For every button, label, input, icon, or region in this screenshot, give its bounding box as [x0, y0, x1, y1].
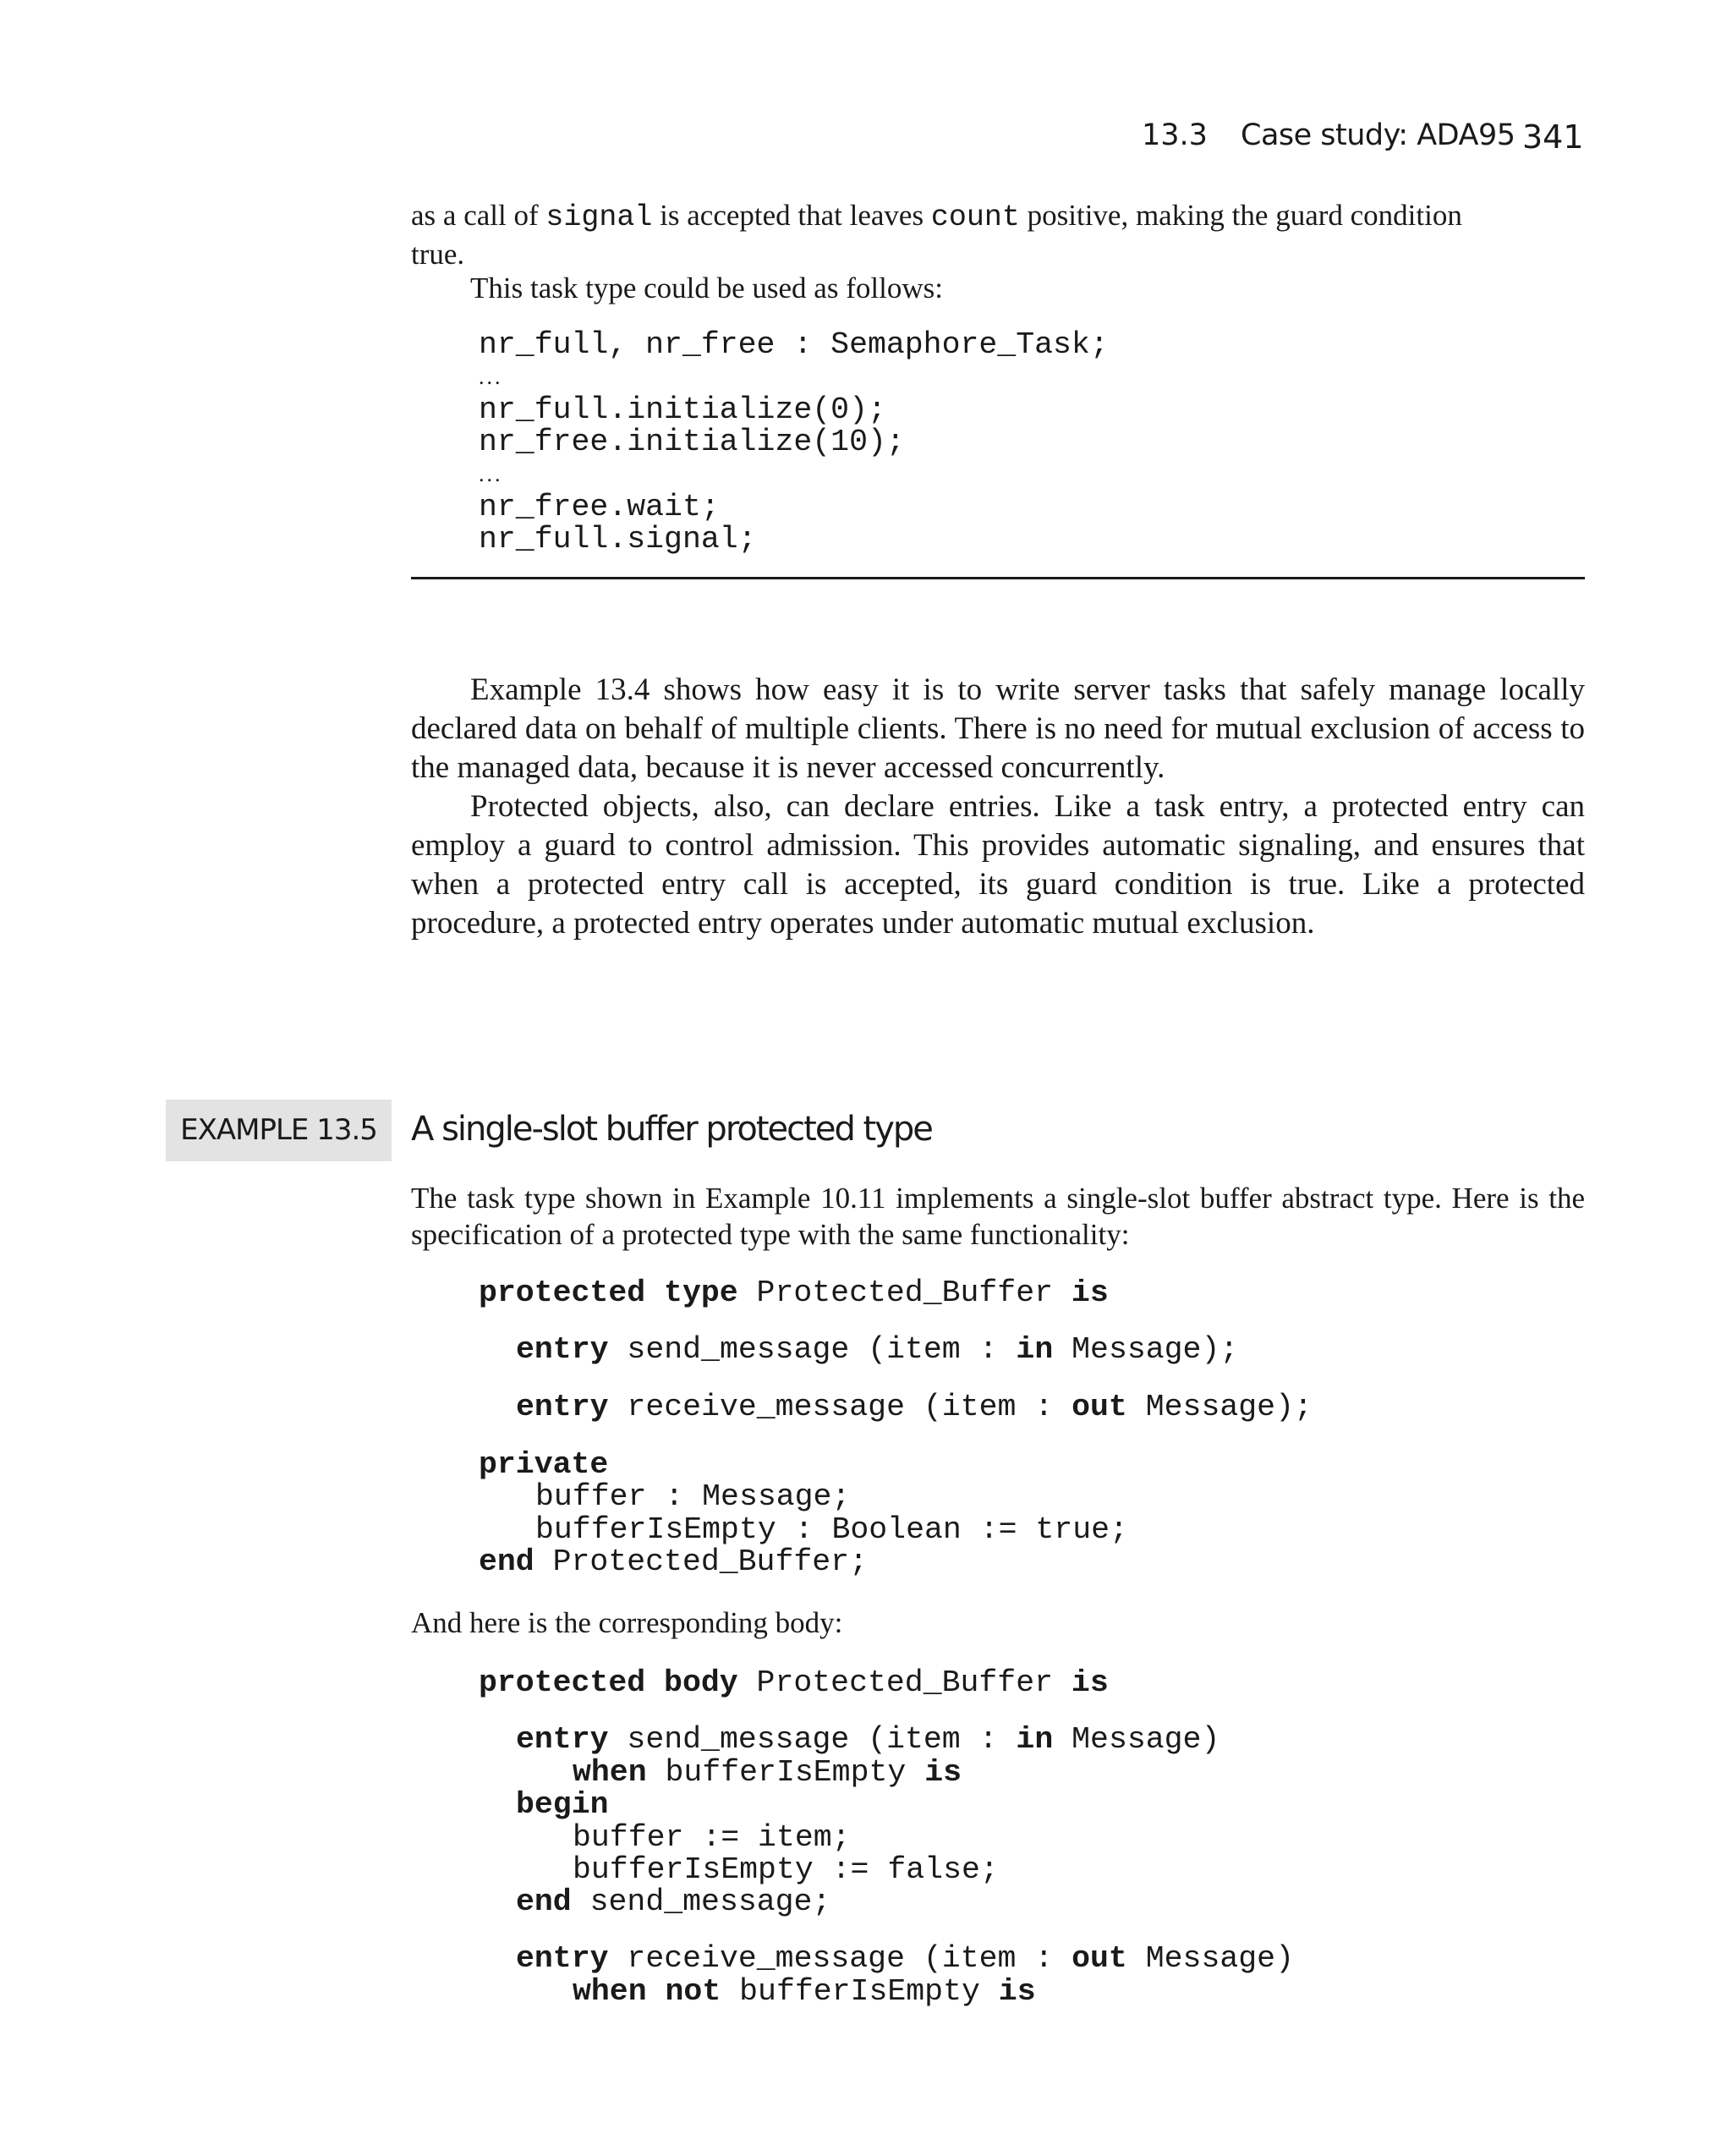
code-line	[573, 1976, 1036, 2009]
code-text: receive_message (item :	[608, 1390, 1072, 1424]
keyword: when	[573, 1755, 647, 1790]
keyword: end	[479, 1544, 534, 1579]
keyword: entry	[516, 1390, 609, 1424]
keyword: entry	[516, 1941, 609, 1976]
inline-code: signal	[545, 200, 653, 234]
usage-intro: This task type could be used as follows:	[470, 272, 943, 304]
keyword: is	[924, 1755, 962, 1790]
keyword: protected type	[479, 1275, 738, 1310]
code-line: nr_free.wait;	[479, 490, 720, 524]
text: true.	[411, 238, 465, 271]
example-intro: The task type shown in Example 10.11 implements a single-slot buffer abstract type. Here is the specification of a protected type with the same functionality:	[411, 1182, 1585, 1251]
code-line	[516, 1943, 1294, 1976]
text: as a call of	[411, 199, 546, 232]
code-line: buffer : Message;	[535, 1479, 851, 1514]
text: positive, making the guard condition	[1019, 199, 1462, 232]
section-title: Case study: ADA95	[1241, 118, 1516, 152]
code-line: bufferIsEmpty : Boolean := true;	[535, 1512, 1128, 1547]
code-line: buffer := item;	[573, 1820, 851, 1855]
example-title: A single-slot buffer protected type	[411, 1110, 932, 1149]
keyword: out	[1072, 1941, 1127, 1976]
code-ellipsis: ...	[479, 462, 503, 486]
code-text: send_message (item :	[608, 1722, 1017, 1757]
code-ellipsis: ...	[479, 365, 503, 389]
keyword: entry	[516, 1332, 609, 1367]
keyword: begin	[516, 1787, 609, 1822]
text: is accepted that leaves	[652, 199, 931, 232]
code-text: bufferIsEmpty	[646, 1755, 925, 1790]
code-line: bufferIsEmpty := false;	[573, 1852, 999, 1887]
code-text: bufferIsEmpty	[721, 1974, 999, 2009]
code-line: nr_full, nr_free : Semaphore_Task;	[479, 327, 1109, 362]
code-line	[516, 1789, 609, 1822]
body-paragraph-2: Protected objects, also, can declare entries. Like a task entry, a protected entry can employ a guard to control admission. This provides automatic signaling, and ensures that when a protected entry call is accepted, its guard condition is true. Like a protected procedure, a protected entry operates under automatic mutual exclusion.	[411, 789, 1585, 941]
keyword: end	[516, 1884, 572, 1919]
code-text: Message)	[1053, 1722, 1220, 1757]
section-rule	[411, 577, 1585, 579]
code-text: receive_message (item :	[608, 1941, 1072, 1976]
keyword: is	[1071, 1275, 1109, 1310]
code-line	[479, 1277, 1109, 1310]
code-line: nr_full.initialize(0);	[479, 392, 886, 427]
keyword: in	[1016, 1332, 1054, 1367]
running-header	[1142, 118, 1584, 161]
keyword: private	[479, 1447, 609, 1482]
continuation-paragraph	[411, 197, 1585, 272]
section-number: 13.3	[1142, 118, 1208, 152]
code-text: Message);	[1053, 1332, 1239, 1367]
code-line	[479, 1546, 868, 1579]
keyword: in	[1016, 1722, 1054, 1757]
code-text: Protected_Buffer	[737, 1665, 1072, 1700]
code-text: Message);	[1126, 1390, 1313, 1424]
spec-code-block	[479, 1275, 1313, 1579]
inline-code: count	[930, 200, 1020, 234]
keyword: is	[1071, 1665, 1109, 1700]
keyword: out	[1072, 1390, 1127, 1424]
body-paragraph-1: Example 13.4 shows how easy it is to write server tasks that safely manage locally declared data on behalf of multiple clients. There is no need for mutual exclusion of access to the managed data, because it is never accessed concurrently.	[411, 672, 1585, 785]
code-text: Protected_Buffer;	[534, 1544, 868, 1579]
keyword: protected body	[479, 1665, 738, 1700]
keyword: is	[998, 1974, 1036, 2009]
code-line	[516, 1886, 830, 1919]
code-line	[516, 1391, 1313, 1424]
code-line: nr_free.initialize(10);	[479, 425, 905, 459]
code-text: Message)	[1126, 1941, 1294, 1976]
code-text: Protected_Buffer	[737, 1275, 1072, 1310]
keyword: when not	[573, 1974, 721, 2009]
code-line: nr_full.signal;	[479, 522, 757, 557]
body-code-block	[479, 1665, 1294, 2026]
page-number: 341	[1522, 118, 1584, 156]
example-label: EXAMPLE 13.5	[166, 1100, 392, 1161]
code-line	[573, 1757, 962, 1790]
code-text: send_message;	[571, 1884, 831, 1919]
code-text: send_message (item :	[608, 1332, 1017, 1367]
body-intro: And here is the corresponding body:	[411, 1606, 843, 1639]
code-line	[479, 1667, 1109, 1700]
code-line	[516, 1724, 1220, 1757]
code-line	[516, 1334, 1238, 1367]
keyword: entry	[516, 1722, 609, 1757]
code-line	[479, 1449, 608, 1482]
